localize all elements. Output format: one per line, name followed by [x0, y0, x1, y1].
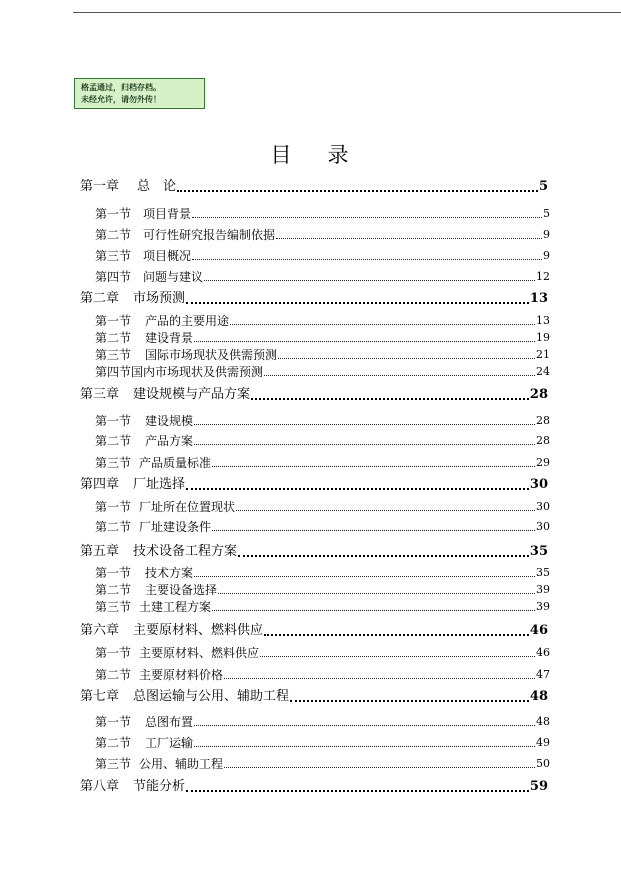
dot-leader — [204, 280, 535, 281]
toc-entry-number: 第三节 — [95, 757, 132, 771]
toc-entry-number: 第二节 — [95, 331, 132, 345]
toc-entry-number: 第四节 — [95, 270, 132, 284]
dot-leader — [264, 375, 535, 376]
toc-title-part2: 录 — [327, 143, 351, 167]
toc-section-entry[interactable] — [95, 666, 550, 684]
dot-leader — [186, 302, 529, 304]
toc-section-entry[interactable] — [95, 268, 550, 286]
toc-entry-page: 35 — [529, 544, 548, 559]
toc-section-entry[interactable] — [95, 312, 550, 330]
toc-entry-title: 厂址所在位置现状 — [139, 500, 236, 514]
toc-entry-number: 第一节 — [95, 207, 132, 221]
toc-section-entry[interactable] — [95, 498, 550, 516]
toc-entry-number: 第三节 — [95, 456, 132, 470]
dot-leader — [194, 746, 535, 747]
toc-entry-title: 项目背景 — [143, 207, 192, 221]
dot-leader — [212, 530, 535, 531]
dot-leader — [212, 610, 535, 611]
toc-entry-page: 24 — [536, 365, 550, 378]
toc-entry-title: 国际市场现状及供需预测 — [145, 348, 278, 362]
dot-leader — [212, 466, 535, 467]
toc-entry-title: 工厂运输 — [145, 736, 194, 750]
toc-entry-title: 建设规模 — [145, 414, 194, 428]
stamp-line-1: 格孟通过，归档存档。 — [81, 83, 161, 92]
toc-entry-title: 问题与建议 — [143, 270, 204, 284]
toc-entry-title: 节能分析 — [133, 779, 186, 794]
toc-chapter-entry[interactable] — [80, 476, 548, 494]
dot-leader — [186, 790, 529, 792]
dot-leader — [192, 259, 542, 260]
toc-entry-page: 46 — [536, 646, 550, 659]
toc-entry-page: 29 — [536, 456, 550, 469]
toc-entry-number: 第二节 — [95, 520, 132, 534]
toc-entry-title: 项目概况 — [143, 249, 192, 263]
toc-entry-page: 9 — [543, 228, 550, 241]
dot-leader — [251, 398, 529, 400]
toc-entry-title: 国内市场现状及供需预测 — [131, 365, 264, 379]
toc-entry-title: 总 论 — [137, 179, 177, 194]
toc-section-entry[interactable] — [95, 226, 550, 244]
toc-section-entry[interactable] — [95, 247, 550, 265]
toc-entry-title: 市场预测 — [133, 291, 186, 306]
toc-entry-page: 5 — [543, 207, 550, 220]
toc-entry-page: 28 — [536, 414, 550, 427]
toc-entry-title: 产品质量标准 — [139, 456, 212, 470]
toc-entry-page: 49 — [536, 736, 550, 749]
toc-entry-number: 第二节 — [95, 583, 132, 597]
toc-chapter-entry[interactable] — [80, 178, 548, 196]
toc-entry-title: 产品的主要用途 — [145, 314, 230, 328]
header-rule — [73, 12, 621, 13]
toc-section-entry[interactable] — [95, 518, 550, 536]
dot-leader — [264, 634, 529, 636]
toc-entry-page: 19 — [536, 331, 550, 344]
toc-section-entry[interactable] — [95, 598, 550, 616]
toc-entry-title: 技术方案 — [145, 566, 194, 580]
toc-entry-page: 5 — [538, 179, 548, 194]
dot-leader — [224, 767, 535, 768]
toc-entry-number: 第二节 — [95, 736, 132, 750]
toc-entry-number: 第一节 — [95, 715, 132, 729]
toc-entry-number: 第二节 — [95, 668, 132, 682]
toc-section-entry[interactable] — [95, 644, 550, 662]
toc-entry-page: 30 — [529, 477, 548, 492]
dot-leader — [194, 341, 535, 342]
dot-leader — [290, 700, 529, 702]
dot-leader — [260, 656, 535, 657]
toc-entry-number: 第四章 — [80, 477, 120, 492]
toc-entry-page: 13 — [536, 314, 550, 327]
toc-chapter-entry[interactable] — [80, 688, 548, 706]
toc-section-entry[interactable] — [95, 713, 550, 731]
dot-leader — [238, 555, 529, 557]
toc-entry-page: 46 — [529, 623, 548, 638]
toc-entry-number: 第一节 — [95, 500, 132, 514]
toc-chapter-entry[interactable] — [80, 778, 548, 796]
toc-entry-title: 主要原材料、燃料供应 — [133, 623, 264, 638]
toc-section-entry[interactable] — [95, 205, 550, 223]
toc-entry-title: 土建工程方案 — [139, 600, 212, 614]
toc-entry-number: 第二节 — [95, 434, 132, 448]
dot-leader — [194, 576, 535, 577]
toc-section-entry[interactable] — [95, 412, 550, 430]
toc-entry-page: 28 — [529, 387, 548, 402]
dot-leader — [236, 510, 535, 511]
toc-entry-page: 35 — [536, 566, 550, 579]
toc-entry-title: 总图布置 — [145, 715, 194, 729]
dot-leader — [194, 444, 535, 445]
toc-entry-page: 12 — [536, 270, 550, 283]
toc-chapter-entry[interactable] — [80, 290, 548, 308]
toc-entry-title: 总图运输与公用、辅助工程 — [133, 689, 290, 704]
toc-entry-title: 厂址选择 — [133, 477, 186, 492]
toc-section-entry[interactable] — [95, 346, 550, 364]
toc-entry-page: 28 — [536, 434, 550, 447]
toc-entry-page: 30 — [536, 500, 550, 513]
dot-leader — [276, 238, 542, 239]
toc-entry-number: 第一节 — [95, 646, 132, 660]
toc-entry-page: 47 — [536, 668, 550, 681]
toc-entry-number: 第二章 — [80, 291, 120, 306]
toc-section-entry[interactable] — [95, 363, 550, 381]
toc-entry-title: 公用、辅助工程 — [139, 757, 224, 771]
toc-entry-number: 第三节 — [95, 600, 132, 614]
toc-entry-page: 21 — [536, 348, 550, 361]
toc-section-entry[interactable] — [95, 454, 550, 472]
toc-chapter-entry[interactable] — [80, 622, 548, 640]
toc-section-entry[interactable] — [95, 755, 550, 773]
toc-entry-page: 50 — [536, 757, 550, 770]
toc-entry-number: 第一节 — [95, 314, 132, 328]
toc-entry-title: 建设规模与产品方案 — [133, 387, 251, 402]
toc-entry-page: 39 — [536, 583, 550, 596]
dot-leader — [230, 324, 535, 325]
dot-leader — [218, 593, 535, 594]
dot-leader — [177, 190, 538, 192]
dot-leader — [186, 488, 529, 490]
toc-chapter-entry[interactable] — [80, 386, 548, 404]
toc-entry-page: 48 — [529, 689, 548, 704]
toc-entry-page: 48 — [536, 715, 550, 728]
dot-leader — [194, 725, 535, 726]
toc-entry-number: 第一节 — [95, 414, 132, 428]
approval-stamp — [74, 78, 205, 109]
dot-leader — [224, 678, 535, 679]
toc-title-part1: 目 — [270, 143, 294, 167]
toc-entry-number: 第三节 — [95, 348, 132, 362]
toc-entry-number: 第三节 — [95, 249, 132, 263]
toc-chapter-entry[interactable] — [80, 543, 548, 561]
toc-entry-title: 可行性研究报告编制依据 — [143, 228, 276, 242]
toc-entry-page: 30 — [536, 520, 550, 533]
toc-entry-number: 第一节 — [95, 566, 132, 580]
toc-entry-title: 建设背景 — [145, 331, 194, 345]
toc-section-entry[interactable] — [95, 329, 550, 347]
toc-entry-number: 第六章 — [80, 623, 120, 638]
toc-entry-page: 59 — [529, 779, 548, 794]
toc-entry-number: 第四节 — [95, 365, 132, 379]
toc-entry-page: 9 — [543, 249, 550, 262]
toc-section-entry[interactable] — [95, 581, 550, 599]
toc-entry-title: 产品方案 — [145, 434, 194, 448]
toc-entry-page: 39 — [536, 600, 550, 613]
toc-entry-number: 第二节 — [95, 228, 132, 242]
toc-entry-title: 主要设备选择 — [145, 583, 218, 597]
toc-section-entry[interactable] — [95, 564, 550, 582]
toc-entry-number: 第七章 — [80, 689, 120, 704]
toc-entry-number: 第五章 — [80, 544, 120, 559]
toc-entry-title: 主要原材料价格 — [139, 668, 224, 682]
toc-title — [0, 140, 621, 170]
toc-entry-number: 第一章 — [80, 179, 120, 194]
dot-leader — [278, 358, 535, 359]
toc-section-entry[interactable] — [95, 432, 550, 450]
toc-section-entry[interactable] — [95, 734, 550, 752]
toc-entry-title: 技术设备工程方案 — [133, 544, 238, 559]
toc-entry-number: 第八章 — [80, 779, 120, 794]
toc-entry-page: 13 — [529, 291, 548, 306]
toc-entry-title: 厂址建设条件 — [139, 520, 212, 534]
dot-leader — [192, 217, 542, 218]
toc-entry-number: 第三章 — [80, 387, 120, 402]
dot-leader — [194, 424, 535, 425]
toc-entry-title: 主要原材料、燃料供应 — [139, 646, 260, 660]
stamp-line-2: 未经允许，请勿外传！ — [81, 95, 161, 104]
